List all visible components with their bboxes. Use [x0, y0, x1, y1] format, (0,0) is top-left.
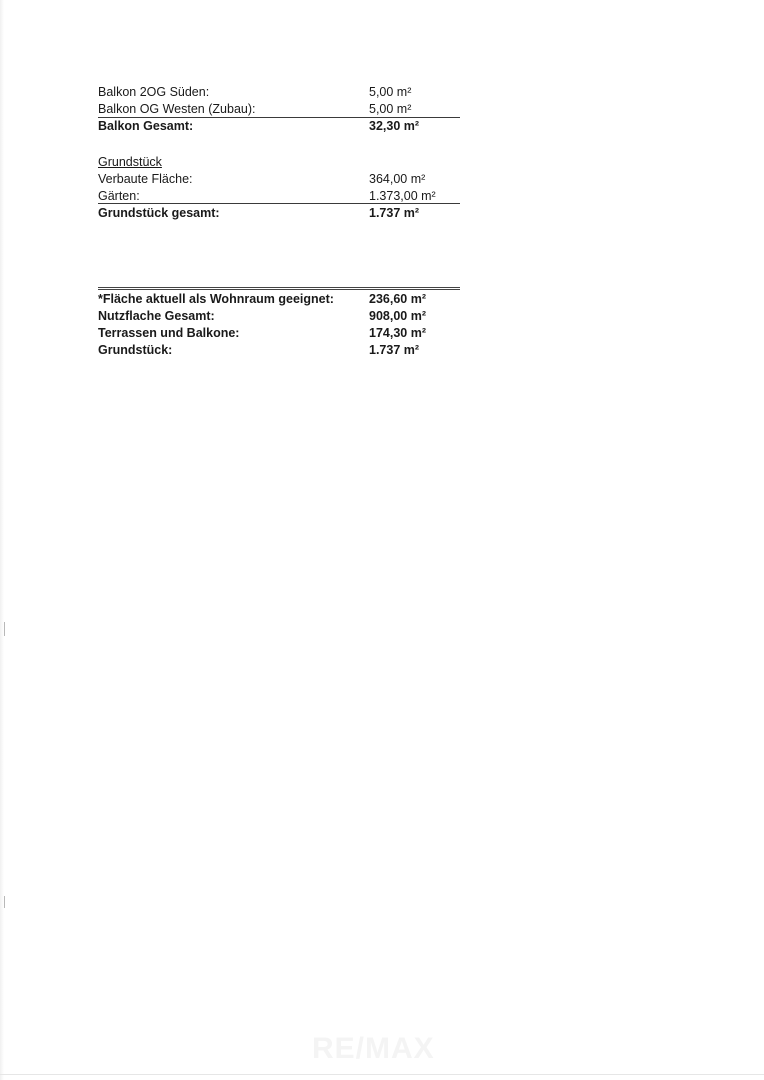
grundstueck-sum-rule [98, 203, 460, 204]
grundstueck-heading-row [98, 154, 460, 171]
summary-row-grundstueck [98, 342, 460, 359]
summary-label: Nutzflache Gesamt: [98, 309, 215, 323]
row-label: Balkon 2OG Süden: [98, 85, 210, 99]
section-heading: Grundstück [98, 155, 162, 169]
summary-row-wohnraum [98, 291, 460, 308]
total-value: 1.737 m² [369, 206, 420, 220]
summary-label: Grundstück: [98, 343, 173, 357]
total-value: 32,30 m² [369, 119, 420, 133]
row-label: Gärten: [98, 189, 140, 203]
balkon-row-2og-sueden [98, 84, 460, 101]
row-label: Balkon OG Westen (Zubau): [98, 102, 256, 116]
row-value: 5,00 m² [369, 102, 412, 116]
balkon-row-og-westen [98, 101, 460, 118]
remax-watermark-logo: RE/MAX [312, 1032, 435, 1065]
total-label: Balkon Gesamt: [98, 119, 194, 133]
row-value: 1.373,00 m² [369, 189, 436, 203]
total-label: Grundstück gesamt: [98, 206, 220, 220]
page-bottom-edge [0, 1074, 764, 1075]
scan-edge-mark [4, 896, 5, 908]
row-label: Verbaute Fläche: [98, 172, 193, 186]
grundstueck-row-verbaut [98, 171, 460, 188]
summary-value: 1.737 m² [369, 343, 420, 357]
summary-value: 236,60 m² [369, 292, 426, 306]
summary-row-nutzflaeche [98, 308, 460, 325]
summary-double-rule [98, 287, 460, 290]
summary-label: *Fläche aktuell als Wohnraum geeignet: [98, 292, 334, 306]
summary-label: Terrassen und Balkone: [98, 326, 240, 340]
grundstueck-total-row [98, 205, 460, 222]
balkon-total-row [98, 118, 460, 135]
scan-edge-mark [4, 622, 5, 636]
summary-value: 174,30 m² [369, 326, 426, 340]
row-value: 364,00 m² [369, 172, 426, 186]
summary-value: 908,00 m² [369, 309, 426, 323]
row-value: 5,00 m² [369, 85, 412, 99]
page-edge-shadow [0, 0, 4, 1080]
summary-row-terrassen [98, 325, 460, 342]
